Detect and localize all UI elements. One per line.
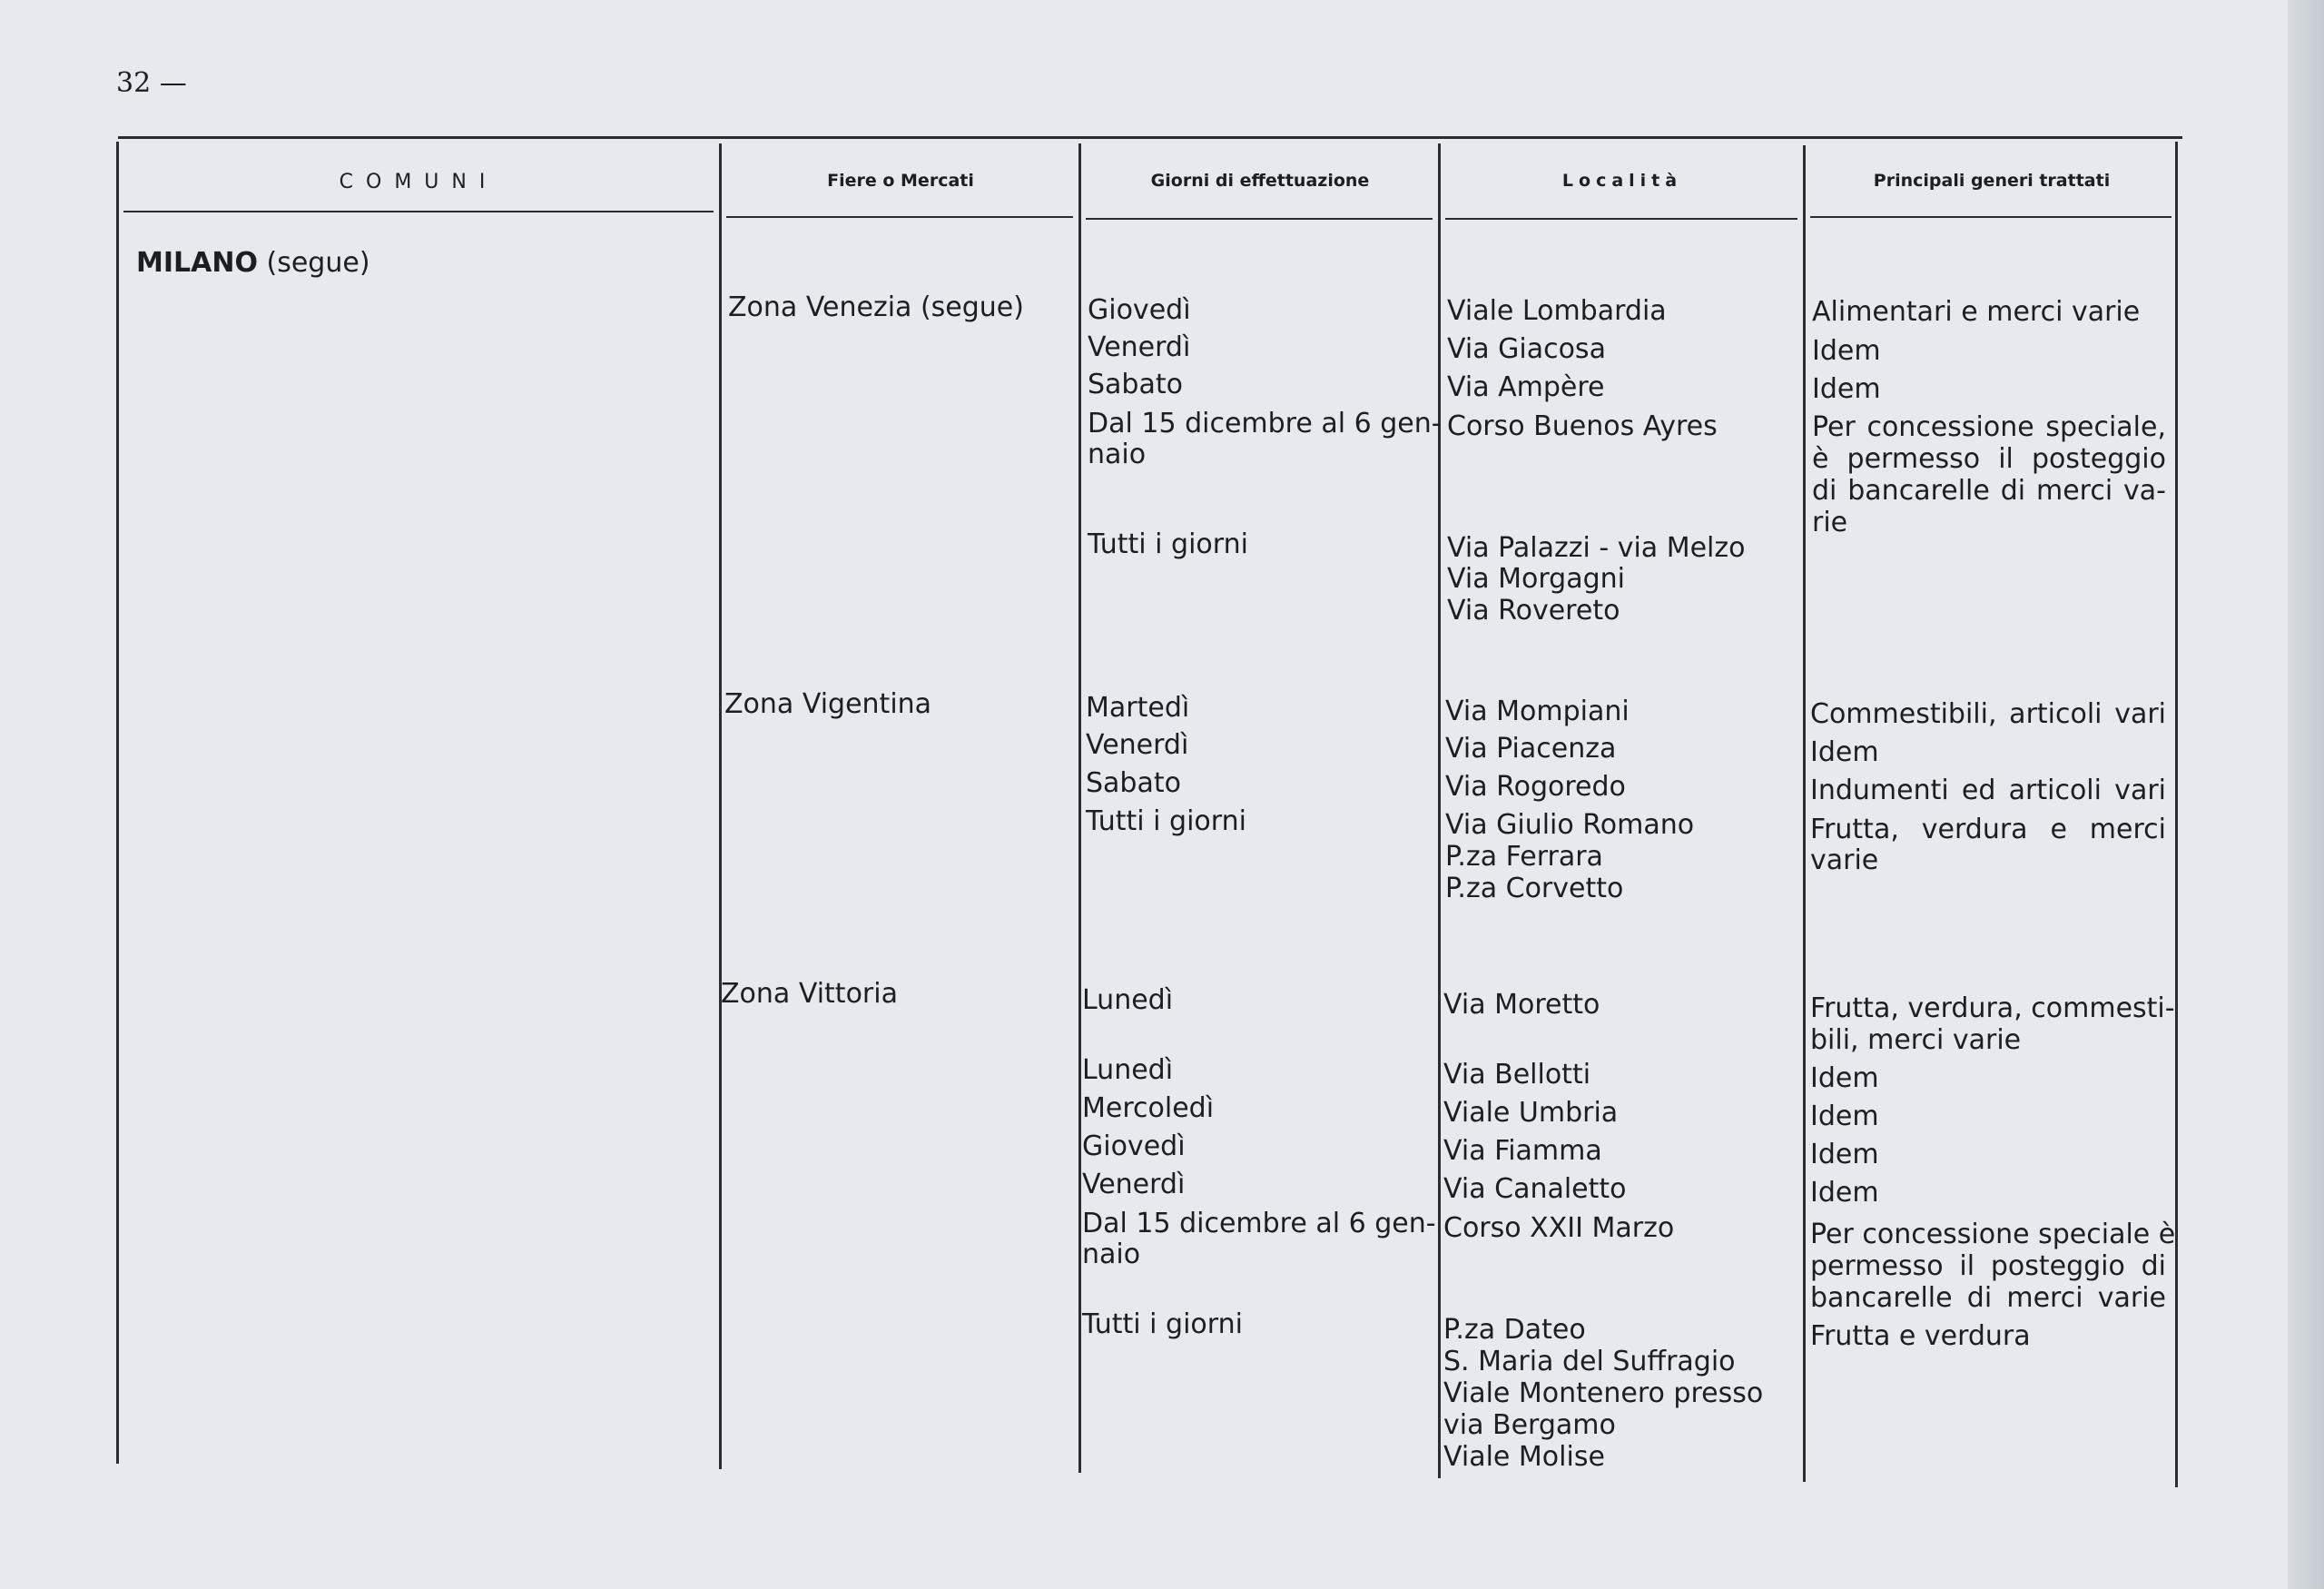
city-name: MILANO (segue) (136, 247, 370, 279)
goods-cell: Per concessione speciale è (1810, 1219, 2176, 1250)
day-cell: Lunedì (1082, 1054, 1174, 1086)
day-cell: naio (1082, 1239, 1141, 1270)
location-cell: P.za Dateo (1443, 1314, 1586, 1346)
location-cell: Via Ampère (1447, 371, 1605, 403)
header-rule (123, 211, 714, 212)
goods-cell: Per concessione speciale, (1812, 411, 2166, 443)
header-generi: Principali generi trattati (1873, 171, 2111, 191)
location-cell: via Bergamo (1443, 1409, 1616, 1441)
day-cell: Dal 15 dicembre al 6 gen- (1082, 1208, 1436, 1239)
goods-cell: Idem (1810, 1062, 1879, 1094)
day-cell: Tutti i giorni (1082, 1308, 1243, 1340)
location-cell: S. Maria del Suffragio (1443, 1346, 1736, 1377)
location-cell: Via Giulio Romano (1445, 809, 1695, 841)
day-cell: naio (1088, 439, 1147, 470)
location-cell: Via Giacosa (1447, 333, 1606, 365)
location-cell: Corso Buenos Ayres (1447, 410, 1718, 442)
column-divider (1078, 143, 1081, 1473)
goods-cell: Indumenti ed articoli vari (1810, 775, 2166, 806)
header-giorni: Giorni di effettuazione (1150, 171, 1370, 191)
location-cell: Via Piacenza (1445, 733, 1617, 765)
location-cell: P.za Corvetto (1445, 873, 1624, 904)
day-cell: Sabato (1088, 369, 1183, 400)
goods-cell: Idem (1812, 373, 1881, 405)
goods-cell: Commestibili, articoli vari (1810, 698, 2166, 730)
day-cell: Venerdì (1086, 729, 1189, 761)
goods-cell: bancarelle di merci varie (1810, 1282, 2166, 1314)
location-cell: Viale Molise (1443, 1441, 1605, 1473)
column-divider (1438, 143, 1441, 1478)
day-cell: Dal 15 dicembre al 6 gen- (1088, 408, 1442, 439)
goods-cell: rie (1812, 507, 1848, 538)
goods-cell: Frutta e verdura (1810, 1320, 2031, 1352)
location-cell: Viale Umbria (1443, 1097, 1619, 1129)
day-cell: Mercoledì (1082, 1092, 1215, 1124)
day-cell: Venerdì (1088, 331, 1191, 363)
header-fiere: Fiere o Mercati (827, 171, 974, 191)
location-cell: Via Canaletto (1443, 1173, 1627, 1205)
day-cell: Giovedì (1082, 1130, 1186, 1162)
table-top-rule (118, 136, 2182, 139)
column-divider (719, 143, 722, 1469)
header-localita: Località (1561, 171, 1683, 191)
zone-name: Zona Vigentina (724, 688, 932, 720)
column-divider (1803, 145, 1806, 1482)
header-comuni: COMUNI (339, 171, 498, 193)
goods-cell: Idem (1812, 335, 1881, 367)
day-cell: Giovedì (1088, 294, 1191, 326)
location-cell: P.za Ferrara (1445, 841, 1603, 873)
day-cell: Sabato (1086, 767, 1181, 799)
goods-cell: permesso il posteggio di (1810, 1250, 2166, 1282)
location-cell: Via Bellotti (1443, 1059, 1591, 1091)
goods-cell: Frutta, verdura e merci (1810, 814, 2166, 845)
location-cell: Via Mompiani (1445, 696, 1630, 727)
header-rule (1445, 218, 1797, 220)
goods-cell: Idem (1810, 736, 1879, 768)
day-cell: Tutti i giorni (1088, 528, 1248, 560)
header-rule (726, 216, 1073, 218)
location-cell: Viale Lombardia (1447, 295, 1667, 327)
zone-name: Zona Venezia (segue) (728, 291, 1024, 323)
location-cell: Via Rovereto (1447, 595, 1620, 627)
location-cell: Viale Montenero presso (1443, 1377, 1764, 1409)
page-edge (2288, 0, 2324, 1589)
day-cell: Lunedì (1082, 984, 1174, 1016)
column-divider (2175, 142, 2178, 1487)
page-number: 32 — (116, 67, 187, 99)
goods-cell: varie (1810, 844, 1879, 876)
goods-cell: Idem (1810, 1139, 1879, 1170)
location-cell: Corso XXII Marzo (1443, 1212, 1675, 1244)
column-divider (116, 142, 119, 1464)
goods-cell: bili, merci varie (1810, 1024, 2022, 1056)
header-rule (1086, 218, 1433, 220)
location-cell: Via Fiamma (1443, 1135, 1602, 1167)
goods-cell: Idem (1810, 1100, 1879, 1132)
goods-cell: Frutta, verdura, commesti- (1810, 992, 2175, 1024)
day-cell: Tutti i giorni (1086, 805, 1246, 837)
location-cell: Via Moretto (1443, 989, 1600, 1021)
goods-cell: Idem (1810, 1177, 1879, 1209)
goods-cell: di bancarelle di merci va- (1812, 475, 2166, 507)
zone-name: Zona Vittoria (721, 978, 898, 1010)
header-rule (1810, 216, 2171, 218)
location-cell: Via Morgagni (1447, 563, 1625, 595)
location-cell: Via Palazzi - via Melzo (1447, 532, 1746, 564)
goods-cell: è permesso il posteggio (1812, 443, 2166, 475)
day-cell: Martedì (1086, 692, 1190, 724)
goods-cell: Alimentari e merci varie (1812, 296, 2141, 328)
location-cell: Via Rogoredo (1445, 771, 1626, 803)
day-cell: Venerdì (1082, 1169, 1186, 1200)
